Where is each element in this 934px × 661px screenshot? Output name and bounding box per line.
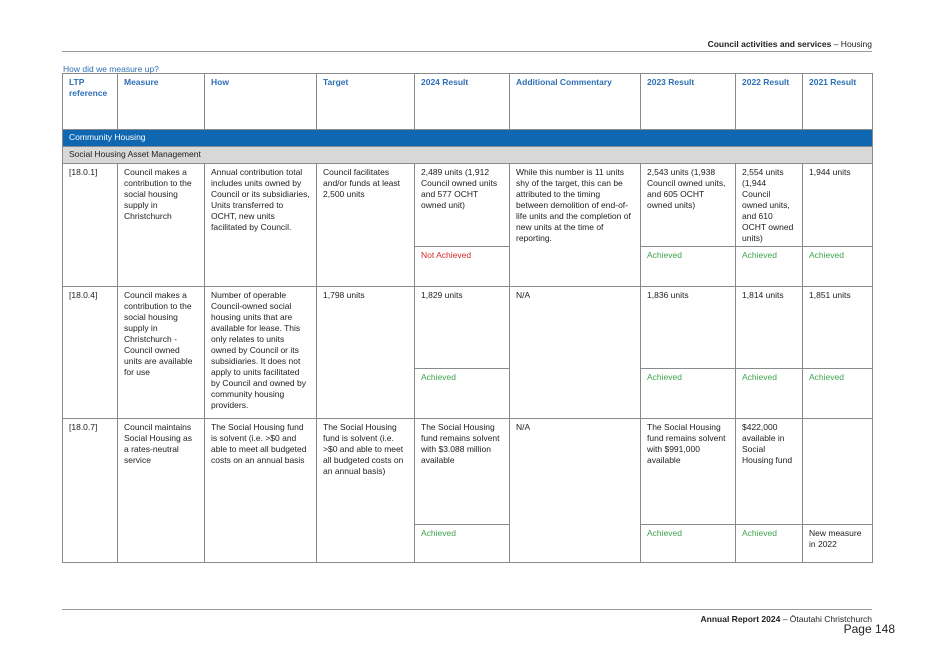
cell-2022-result: $422,000 available in Social Housing fund [736,419,803,525]
col-header-how: How [205,74,317,130]
cell-2024-result: 2,489 units (1,912 Council owned units and 577 OCHT owned unit) [415,164,510,247]
cell-commentary: N/A [510,287,641,419]
status-2024: Achieved [415,369,510,419]
cell-2022-result: 2,554 units (1,944 Council owned units, and 610 OCHT owned units) [736,164,803,247]
status-2023: Achieved [641,525,736,563]
cell-2023-result: 2,543 units (1,938 Council owned units, and 605 OCHT owned units) [641,164,736,247]
cell-2023-result: The Social Housing fund remains solvent with $991,000 available [641,419,736,525]
cell-2024-result: The Social Housing fund remains solvent with $3.088 million available [415,419,510,525]
status-2024: Achieved [415,525,510,563]
table-header-row [63,74,873,130]
table-row [63,164,873,247]
col-header-ltp-reference: LTP reference [63,74,118,130]
col-header-2024-result: 2024 Result [415,74,510,130]
cell-2021-result: 1,944 units [803,164,873,247]
cell-ref: [18.0.1] [63,164,118,287]
col-header-commentary: Additional Commentary [510,74,641,130]
table-subtitle: How did we measure up? [63,64,159,74]
table-row [63,419,873,525]
cell-measure: Council maintains Social Housing as a rates-neutral service [118,419,205,563]
cell-how: Number of operable Council-owned social housing units that are available for lease. This only relates to units owned by Council or its subsidiaries. It does not apply to units facilitated by Council and owned by community housing providers. [205,287,317,419]
cell-target: Council facilitates and/or funds at least 2,500 units [317,164,415,287]
cell-2023-result: 1,836 units [641,287,736,369]
cell-measure: Council makes a contribution to the social housing supply in Christchurch [118,164,205,287]
footer-report-title: Annual Report 2024 [700,614,781,624]
page-header [708,39,872,49]
status-2021: Achieved [803,369,873,419]
cell-2022-result: 1,814 units [736,287,803,369]
status-2021: Achieved [803,247,873,287]
performance-table [62,73,873,563]
cell-ref: [18.0.4] [63,287,118,419]
status-2023: Achieved [641,247,736,287]
footer-location: – Ōtautahi Christchurch [780,614,872,624]
section-row [63,130,873,147]
cell-commentary: N/A [510,419,641,563]
cell-how: The Social Housing fund is solvent (i.e. >$0 and able to meet all budgeted costs on an annual basis [205,419,317,563]
col-header-2022-result: 2022 Result [736,74,803,130]
header-section: Council activities and services [707,39,832,49]
cell-2024-result: 1,829 units [415,287,510,369]
status-2022: Achieved [736,525,803,563]
status-2022: Achieved [736,247,803,287]
table-row [63,287,873,369]
col-header-2021-result: 2021 Result [803,74,873,130]
header-divider [62,51,872,52]
cell-target: The Social Housing fund is solvent (i.e. >$0 and able to meet all budgeted costs on an annual basis) [317,419,415,563]
header-subsection: – Housing [831,39,872,49]
cell-measure: Council makes a contribution to the social housing supply in Christchurch - Council owned units are available for use [118,287,205,419]
col-header-measure: Measure [118,74,205,130]
status-2022: Achieved [736,369,803,419]
cell-2021-result: 1,851 units [803,287,873,369]
status-2024: Not Achieved [415,247,510,287]
page-number: Page 148 [843,622,895,636]
col-header-2023-result: 2023 Result [641,74,736,130]
footer-divider [62,609,872,610]
section-title: Community Housing [63,130,873,147]
status-2021: New measure in 2022 [803,525,873,563]
cell-2021-result [803,419,873,525]
col-header-target: Target [317,74,415,130]
status-2023: Achieved [641,369,736,419]
subsection-row [63,147,873,164]
subsection-title: Social Housing Asset Management [63,147,873,164]
cell-commentary: While this number is 11 units shy of the target, this can be attributed to the timing between demolition of end-of-life units and the completion of new units at the time of reporting. [510,164,641,287]
cell-ref: [18.0.7] [63,419,118,563]
cell-target: 1,798 units [317,287,415,419]
cell-how: Annual contribution total includes units owned by Council or its subsidiaries, Units transferred to OCHT, new units facilitated by Council. [205,164,317,287]
